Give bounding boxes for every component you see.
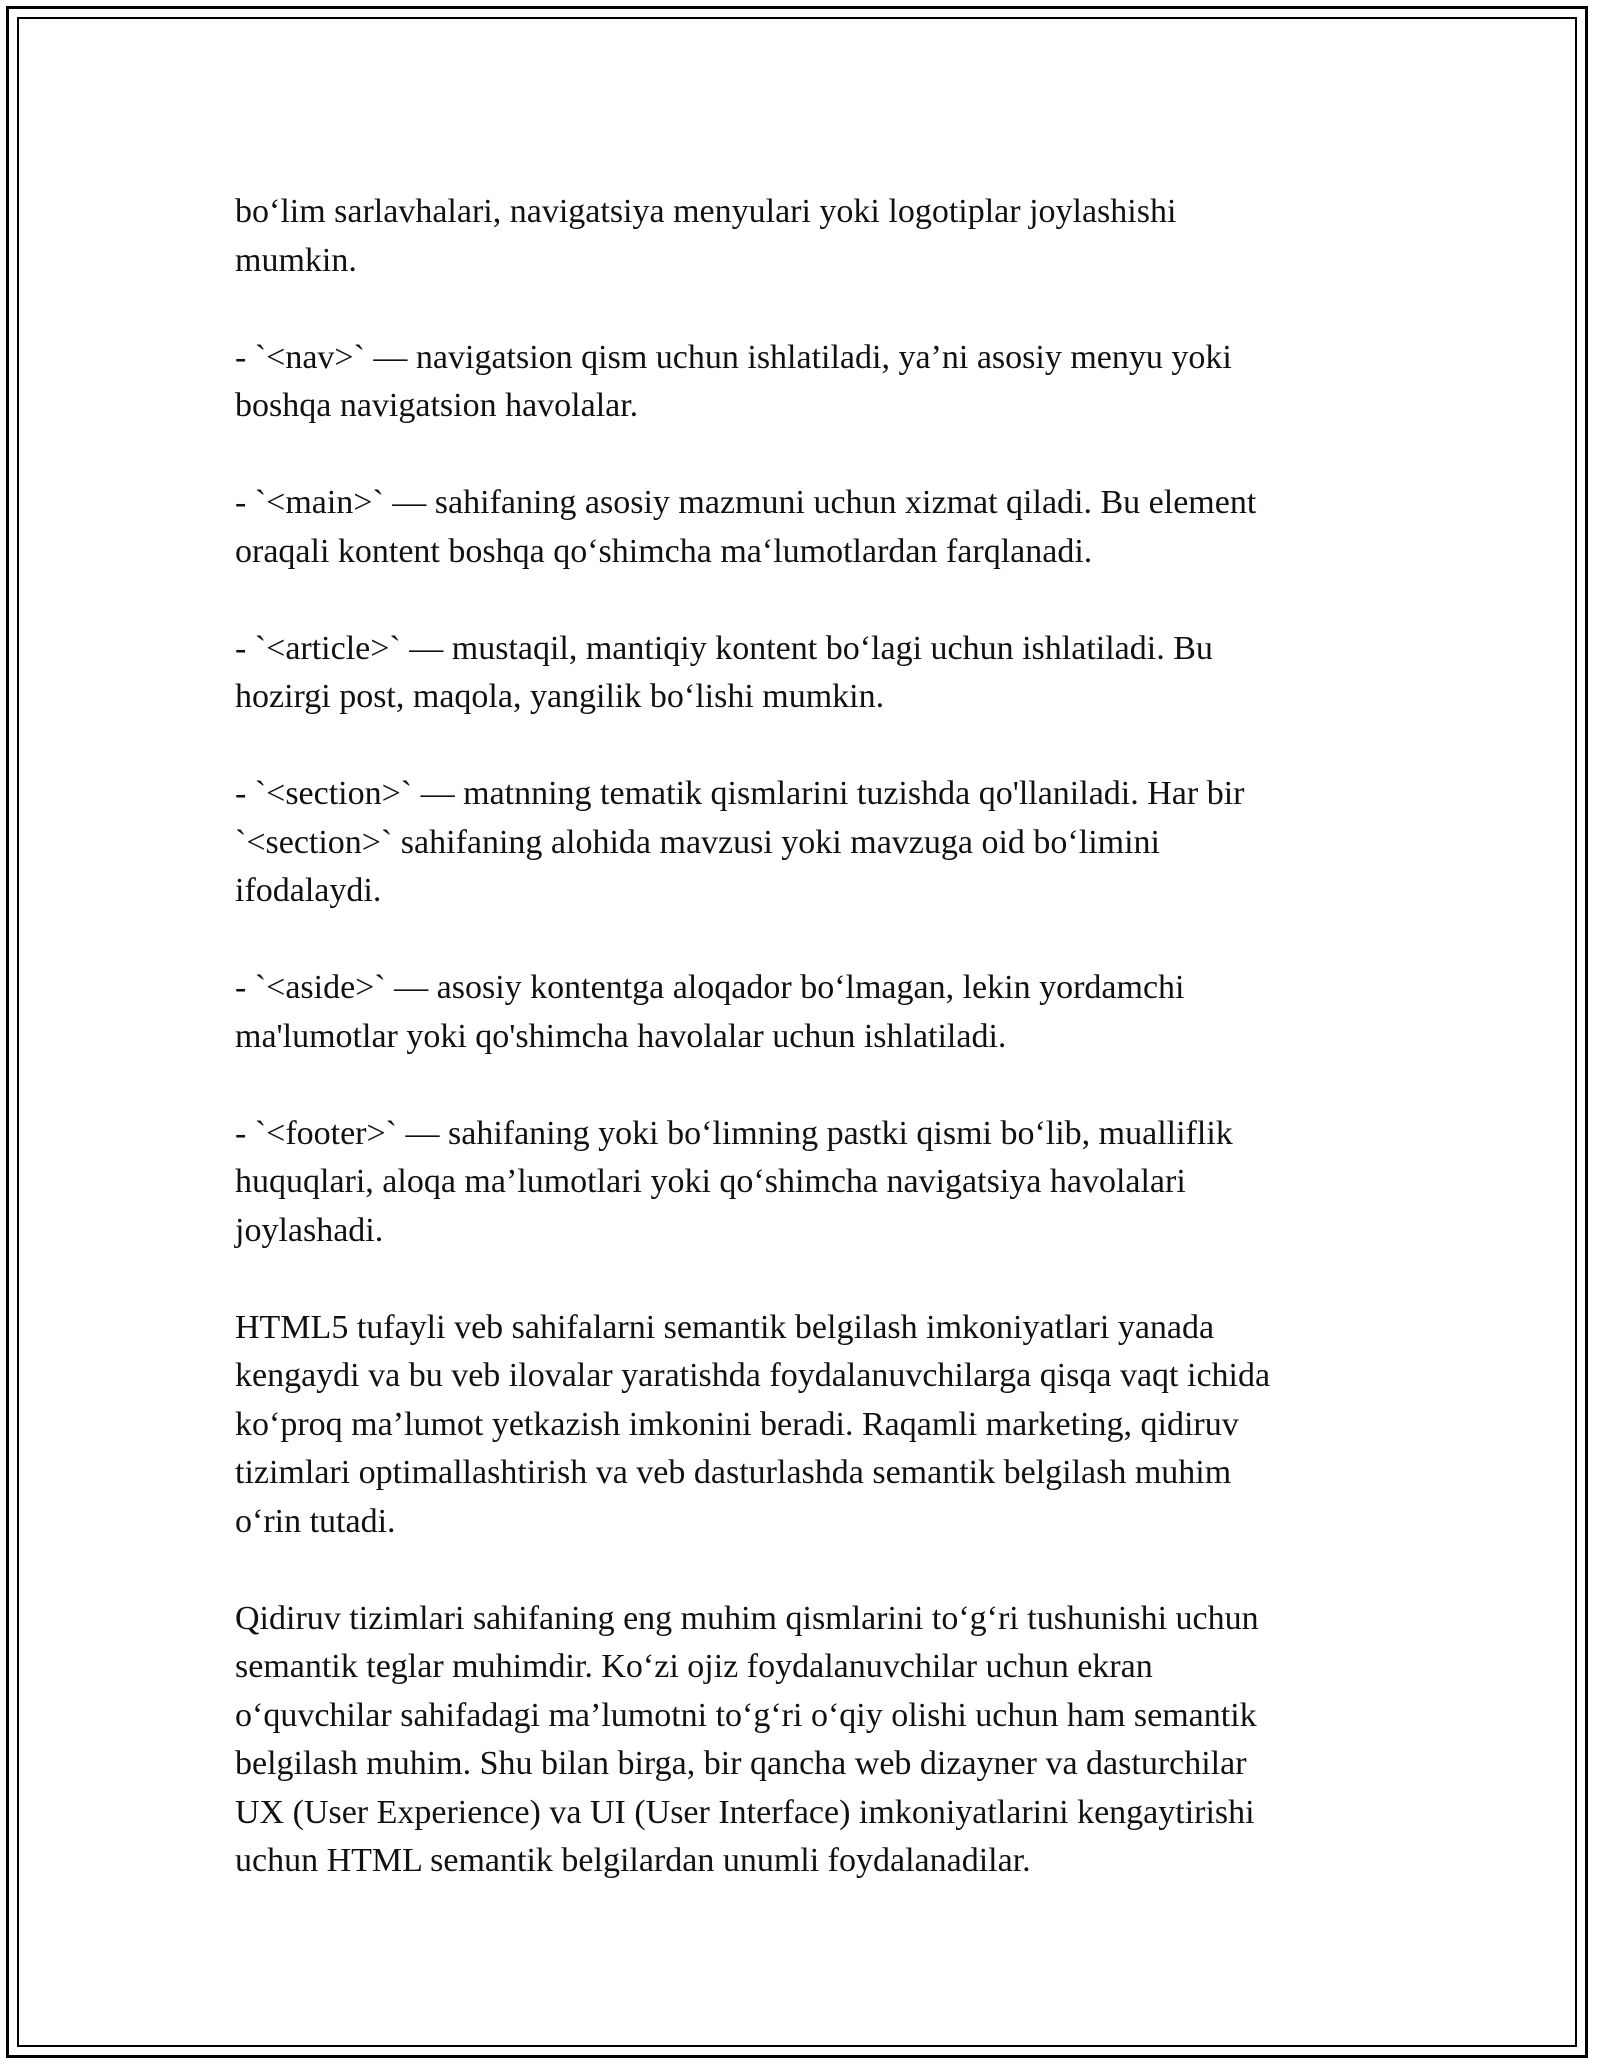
document-body (235, 188, 1365, 1934)
paragraph-search-accessibility: Qidiruv tizimlari sahifaning eng muhim qismlarini to‘g‘ri tushunishi uchun semantik teglar muhimdir. Ko‘zi ojiz foydalanuvchilar uchun ekran o‘quvchilar sahifadagi ma’lumotni to‘g‘ri o‘qiy olishi uchun ham semantik belgilash muhim. Shu bilan birga, bir qancha web dizayner va dasturchilar UX (User Experience) va UI (User Interface) imkoniyatlarini kengaytirishi uchun HTML semantik belgilardan unumli foydalanadilar. (235, 1599, 1259, 1879)
paragraph-html5-semantics: HTML5 tufayli veb sahifalarni semantik belgilash imkoniyatlari yanada kengaydi va bu veb ilovalar yaratishda foydalanuvchilarga qisqa vaqt ichida ko‘proq ma’lumot yetkazish imkonini beradi. Raqamli marketing, qidiruv tizimlari optimallashtirish va veb dasturlashda semantik belgilash muhim o‘rin tutadi. (235, 1308, 1271, 1540)
paragraph-intro-continuation: bo‘lim sarlavhalari, navigatsiya menyulari yoki logotiplar joylashishi mumkin. (235, 193, 1177, 279)
paragraph-article-tag: - `<article>` — mustaqil, mantiqiy kontent bo‘lagi uchun ishlatiladi. Bu hozirgi post, maqola, yangilik bo‘lishi mumkin. (235, 629, 1213, 715)
paragraph-aside-tag: - `<aside>` — asosiy kontentga aloqador bo‘lmagan, lekin yordamchi ma'lumotlar yoki qo'shimcha havolalar uchun ishlatiladi. (235, 969, 1185, 1055)
paragraph-footer-tag: - `<footer>` — sahifaning yoki bo‘limning pastki qismi bo‘lib, mualliflik huquqlari, aloqa ma’lumotlari yoki qo‘shimcha navigatsiya havolalari joylashadi. (235, 1114, 1233, 1249)
paragraph-nav-tag: - `<nav>` — navigatsion qism uchun ishlatiladi, ya’ni asosiy menyu yoki boshqa navigatsion havolalar. (235, 338, 1232, 424)
paragraph-section-tag: - `<section>` — matnning tematik qismlarini tuzishda qo'llaniladi. Har bir `<section>` sahifaning alohida mavzusi yoki mavzuga oid bo‘limini ifodalaydi. (235, 775, 1245, 909)
paragraph-main-tag: - `<main>` — sahifaning asosiy mazmuni uchun xizmat qiladi. Bu element oraqali kontent boshqa qo‘shimcha ma‘lumotlardan farqlanadi. (235, 484, 1257, 570)
